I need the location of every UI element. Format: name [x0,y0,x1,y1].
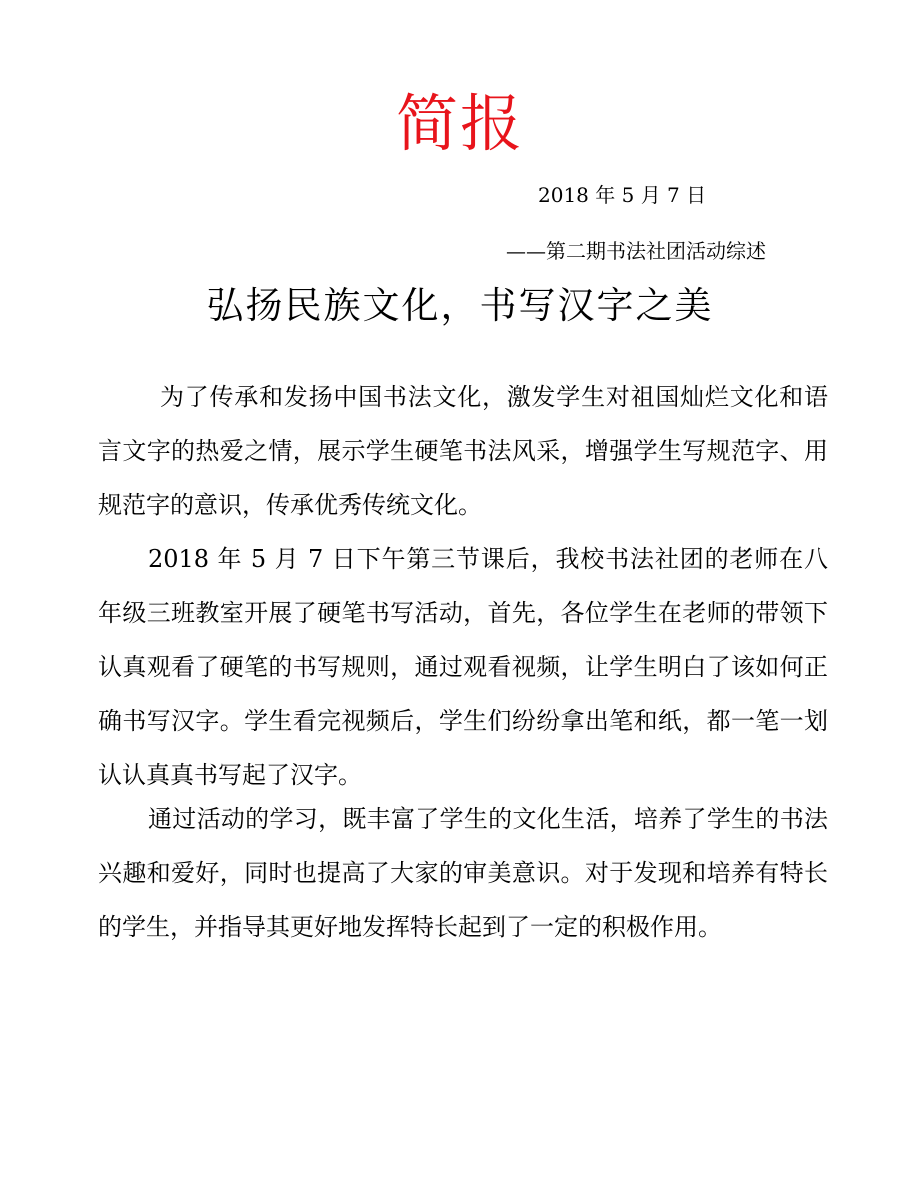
body-paragraph: 为了传承和发扬中国书法文化，激发学生对祖国灿烂文化和语言文字的热爱之情，展示学生硬笔书法风采，增强学生写规范字、用规范字的意识，传承优秀传统文化。 [98,383,828,519]
article-headline: 弘扬民族文化，书写汉字之美 [206,284,714,327]
issue-subtitle: ——第二期书法社团活动综述 [506,239,766,263]
body-paragraph: 2018 年 5 月 7 日下午第三节课后，我校书法社团的老师在八年级三班教室开展了硬笔书写活动，首先，各位学生在老师的带领下认真观看了硬笔的书写规则，通过观看视频，让学生明白了该如何正确书写汉字。学生看完视频后，学生们纷纷拿出笔和纸，都一笔一划认认真真书写起了汉字。 [98,545,828,789]
body-paragraph: 通过活动的学习，既丰富了学生的文化生活，培养了学生的书法兴趣和爱好，同时也提高了大家的审美意识。对于发现和培养有特长的学生，并指导其更好地发挥特长起到了一定的积极作用。 [98,805,828,941]
issue-date: 2018 年 5 月 7 日 [538,183,707,207]
masthead-title: 简报 [395,87,524,160]
